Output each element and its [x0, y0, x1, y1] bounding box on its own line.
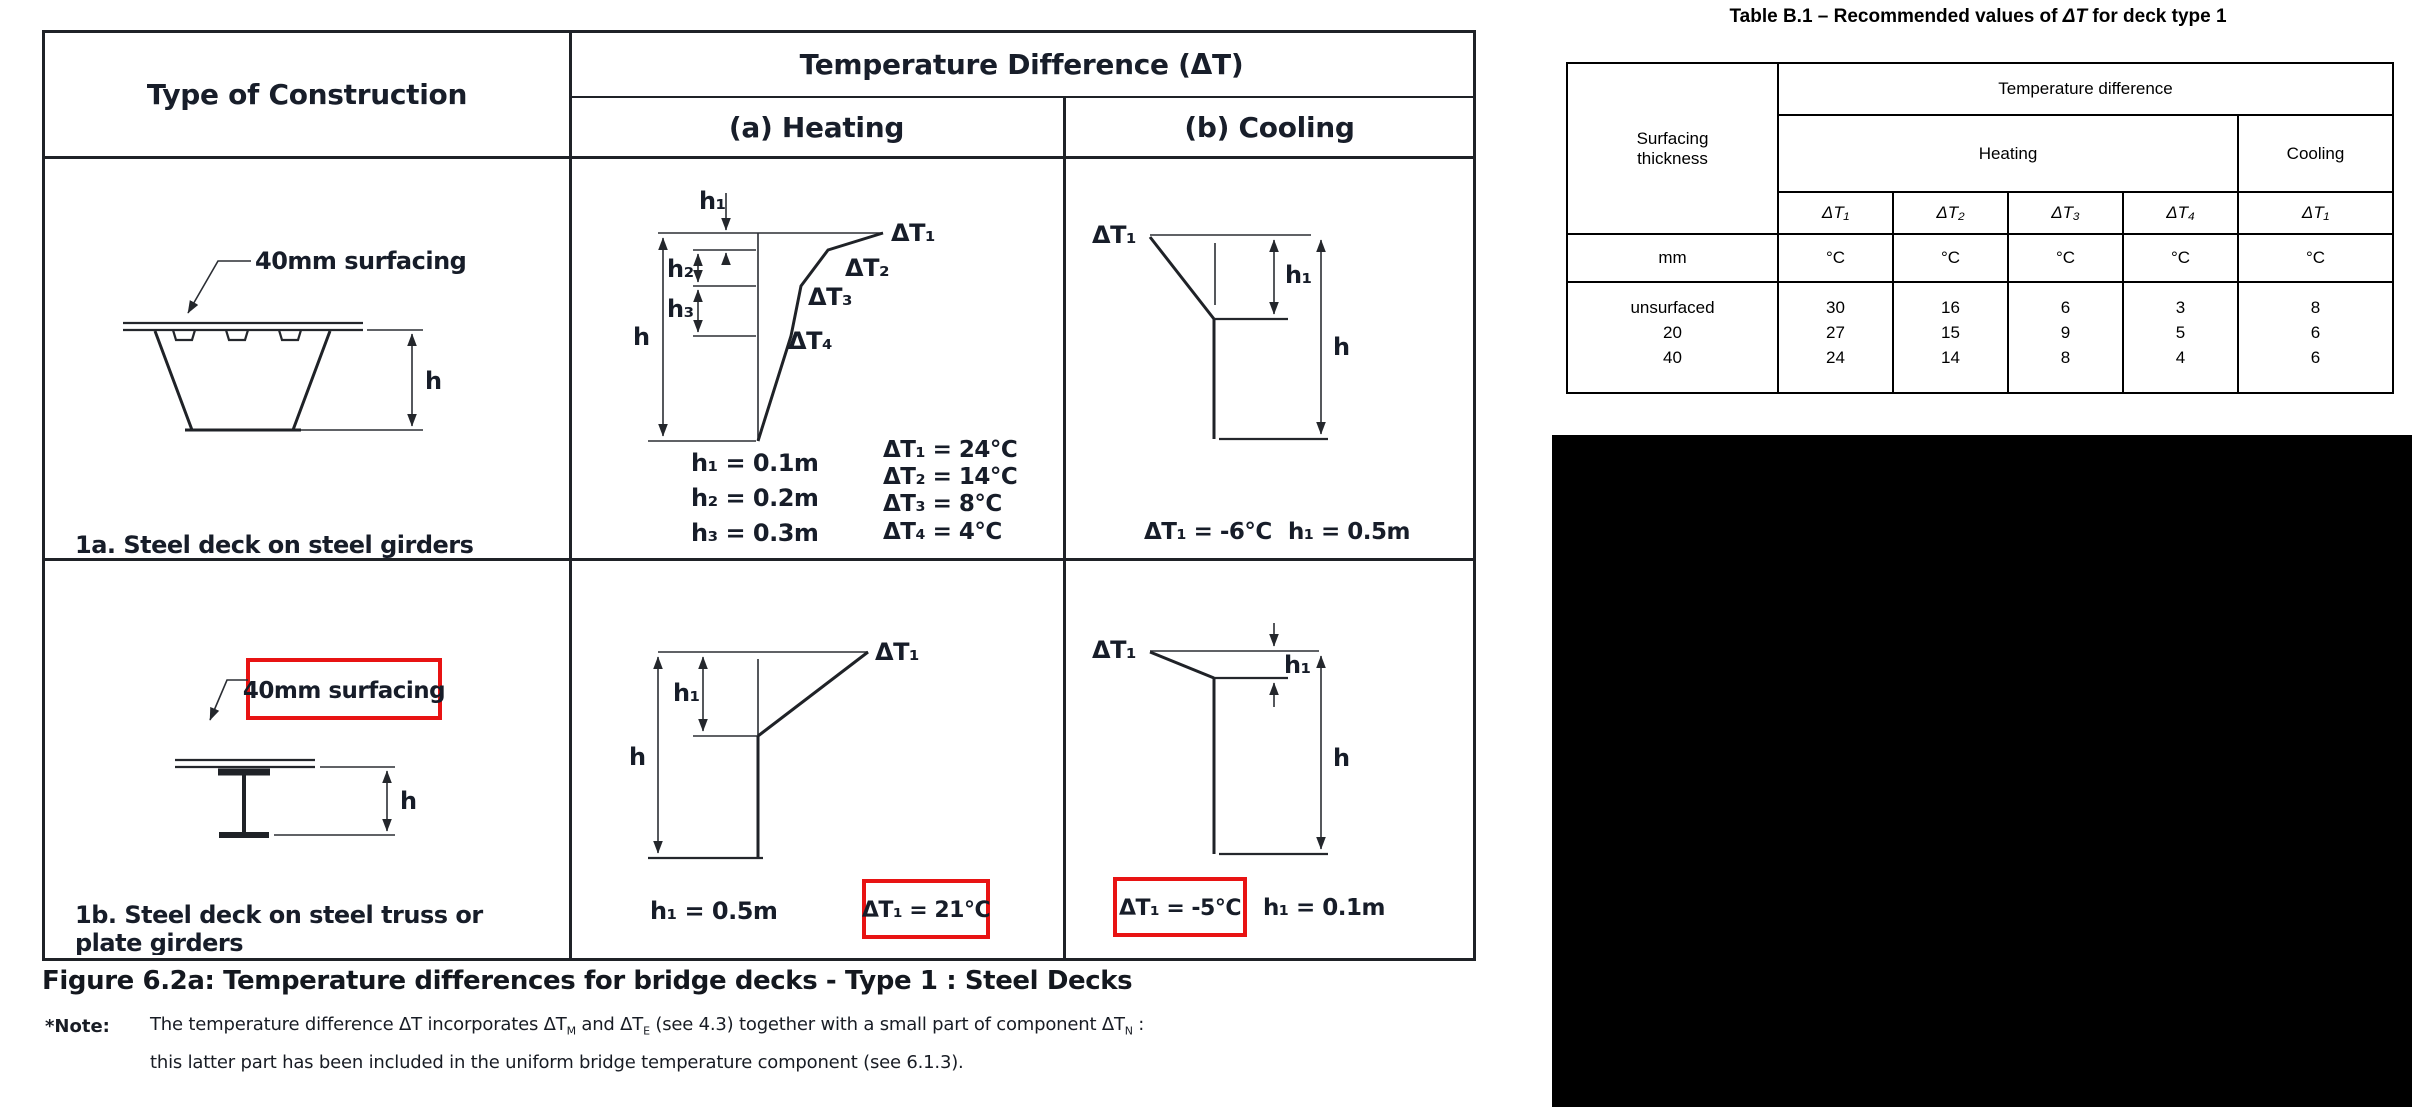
diagram-1a-cooling-profile	[1066, 159, 1473, 558]
h1-value: h₁ = 0.5m	[1288, 519, 1410, 545]
h3-value: h₃ = 0.3m	[691, 519, 819, 547]
note-text: (see 4.3) together with a small part of component ΔT	[649, 1014, 1125, 1035]
data-col-dt4	[2124, 283, 2237, 392]
header-heating-label: (a) Heating	[728, 110, 905, 144]
note-line-2: this latter part has been included in the uniform bridge temperature component (see 6.1.3).	[150, 1052, 964, 1073]
header-type-of-construction	[45, 33, 569, 156]
col-header-dt3: ΔT₃	[2051, 203, 2080, 222]
redacted-region	[1552, 435, 2412, 1107]
cell-value: 8	[2060, 348, 2071, 367]
heating-header-label: Heating	[1978, 143, 2038, 163]
h-label: h	[633, 323, 650, 351]
h3-label: h₃	[667, 295, 694, 323]
cell-value: 6	[2310, 323, 2321, 342]
dt1-label: ΔT₁	[875, 638, 919, 666]
cell-value: 5	[2175, 323, 2186, 342]
dim-extension-lines	[301, 330, 423, 430]
cell-value: 6	[2310, 348, 2321, 367]
dt3-label: ΔT₃	[808, 283, 852, 311]
note-text: The temperature difference ΔT incorporates ΔT	[150, 1014, 567, 1035]
header-cooling	[1066, 98, 1473, 156]
tableB1	[1566, 62, 2394, 394]
caption-1a: 1a. Steel deck on steel girders	[75, 531, 474, 558]
h1-label: h₁	[699, 187, 726, 215]
dt1-value: ΔT₁ = 21°C	[861, 898, 991, 923]
col-header-dt2: ΔT₂	[1936, 203, 1965, 222]
h1-label: h₁	[1285, 261, 1312, 289]
group-header-label: Temperature difference	[1998, 79, 2173, 98]
temperature-profile-line	[1150, 652, 1214, 678]
cell-1b-heating	[573, 561, 1063, 955]
note-subscript-N: N	[1124, 1024, 1133, 1038]
h-label: h	[1333, 744, 1350, 772]
h-label: h	[425, 367, 442, 395]
dt2-value: ΔT₂ = 14°C	[883, 464, 1018, 490]
note-subscript-E: E	[643, 1024, 650, 1038]
tableB1-title-part: for deck type 1	[2087, 6, 2227, 27]
diagram-1b-cooling-profile	[1066, 561, 1473, 955]
cell-value: 30	[1826, 298, 1845, 317]
deck-stiffeners	[173, 330, 301, 340]
h1-value: h₁ = 0.1m	[1263, 895, 1385, 921]
cell-value: 16	[1941, 298, 1960, 317]
unit-degc: °C	[2305, 248, 2326, 267]
corner-header	[1568, 64, 1777, 233]
h2-label: h₂	[667, 255, 694, 283]
box-girder	[155, 331, 330, 430]
cell-1b-cooling	[1066, 561, 1473, 955]
unit-degc: °C	[2170, 248, 2191, 267]
dim-extension-lines	[274, 767, 395, 835]
header-heating	[570, 98, 1063, 156]
h1-label: h₁	[673, 679, 700, 707]
dt1-label: ΔT₁	[1092, 636, 1136, 664]
cell-value: 4	[2175, 348, 2186, 367]
cell-value: 15	[1941, 323, 1960, 342]
cell-1b-construction	[45, 561, 569, 955]
unit-mm: mm	[1658, 248, 1687, 267]
header-cooling-label: (b) Cooling	[1184, 110, 1355, 144]
cell-1a-heating	[573, 159, 1063, 558]
note-text: and ΔT	[575, 1014, 644, 1035]
tableB1-title-dt: ΔT	[2062, 6, 2088, 27]
tableB1-title	[1566, 6, 2390, 28]
caption-1b-line1: 1b. Steel deck on steel truss or	[75, 901, 483, 929]
cell-1a-construction	[45, 159, 569, 558]
dt1-value: ΔT₁ = -6°C	[1144, 519, 1272, 545]
h1-value: h₁ = 0.5m	[650, 897, 778, 925]
diagram-1a-heating-profile	[573, 159, 1063, 558]
h1-label: h₁	[1284, 651, 1311, 679]
data-col-dt3	[2009, 283, 2122, 392]
temperature-profile-line	[758, 652, 868, 736]
heating-header	[1779, 116, 2237, 191]
h-label: h	[1333, 333, 1350, 361]
cell-value: unsurfaced	[1630, 298, 1715, 317]
diagram-1b-heating-profile	[573, 561, 1063, 955]
diagram-1b-steel-deck	[45, 561, 569, 955]
note-text: :	[1132, 1014, 1145, 1035]
data-col-surfacing	[1568, 283, 1777, 392]
surfacing-label-1a: 40mm surfacing	[255, 247, 467, 275]
note-line-1	[150, 1014, 1144, 1038]
data-col-dt1-cooling	[2239, 283, 2392, 392]
header-temperature-difference	[570, 33, 1473, 96]
diagram-1a-steel-deck	[45, 159, 569, 558]
dt1-value: ΔT₁ = -5°C	[1118, 896, 1242, 921]
cell-value: 3	[2175, 298, 2186, 317]
caption-1b-line2: plate girders	[75, 929, 244, 955]
h-label: h	[629, 743, 646, 771]
dt3-value: ΔT₃ = 8°C	[883, 491, 1002, 517]
cell-value: 6	[2060, 298, 2071, 317]
dt2-label: ΔT₂	[845, 254, 889, 282]
group-header	[1779, 64, 2392, 114]
cell-value: 14	[1941, 348, 1960, 367]
cell-1a-cooling	[1066, 159, 1473, 558]
deck-plate-lines	[123, 323, 363, 330]
cell-value: 40	[1663, 348, 1682, 367]
deck-plate-lines	[175, 760, 315, 767]
dt1-label: ΔT₁	[891, 219, 935, 247]
h2-value: h₂ = 0.2m	[691, 484, 819, 512]
cell-value: 9	[2060, 323, 2071, 342]
note-subscript-M: M	[566, 1024, 576, 1038]
dt4-value: ΔT₄ = 4°C	[883, 519, 1002, 545]
figure-caption: Figure 6.2a: Temperature differences for bridge decks - Type 1 : Steel Decks	[42, 966, 1133, 996]
cell-value: 27	[1826, 323, 1845, 342]
col-header-dt1-cooling: ΔT₁	[2301, 203, 2330, 222]
cell-value: 24	[1826, 348, 1845, 367]
temperature-profile-line	[1150, 237, 1214, 319]
col-header-dt4: ΔT₄	[2166, 203, 2195, 222]
unit-degc: °C	[1940, 248, 1961, 267]
col-header-dt1-heating: ΔT₁	[1821, 203, 1850, 222]
header-temperature-difference-label: Temperature Difference (ΔT)	[799, 48, 1244, 81]
surfacing-label-1b: 40mm surfacing	[242, 678, 446, 704]
cell-value: 20	[1663, 323, 1682, 342]
figure-table	[42, 30, 1476, 961]
cooling-header-label: Cooling	[2286, 143, 2345, 163]
h1-value: h₁ = 0.1m	[691, 449, 819, 477]
corner-header-label: Surfacing thickness	[1636, 128, 1709, 168]
unit-degc: °C	[2055, 248, 2076, 267]
note-label: *Note:	[45, 1016, 110, 1037]
data-col-dt2	[1894, 283, 2007, 392]
dt4-label: ΔT₄	[788, 327, 832, 355]
column-divider	[569, 33, 572, 958]
tableB1-title-part: Table B.1 – Recommended values of	[1729, 6, 2063, 27]
cooling-header	[2239, 116, 2392, 191]
cell-value: 8	[2310, 298, 2321, 317]
h-label: h	[400, 787, 417, 815]
leader-line	[188, 261, 251, 313]
data-col-dt1-heating	[1779, 283, 1892, 392]
unit-degc: °C	[1825, 248, 1846, 267]
dt1-label: ΔT₁	[1092, 221, 1136, 249]
header-type-of-construction-label: Type of Construction	[146, 78, 468, 111]
dt1-value: ΔT₁ = 24°C	[883, 437, 1018, 463]
